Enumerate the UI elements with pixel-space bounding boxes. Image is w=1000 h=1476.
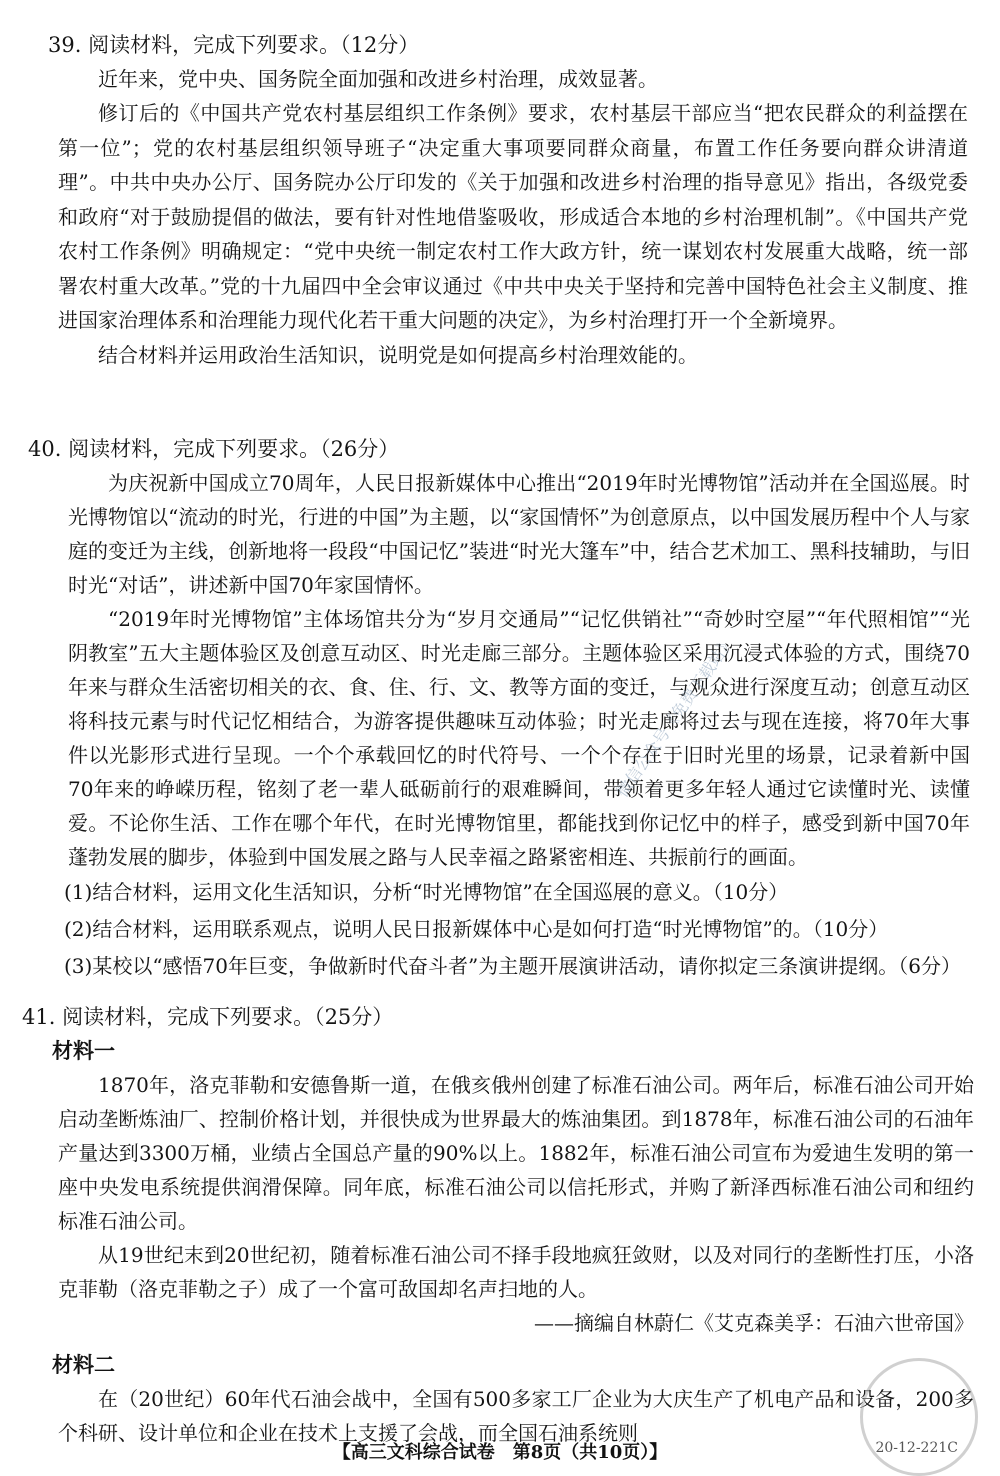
question-39-heading: 39. 阅读材料，完成下列要求。（12分） xyxy=(48,33,420,57)
question-40-paragraph-1: 为庆祝新中国成立70周年，人民日报新媒体中心推出“2019年时光博物馆”活动并在全国巡展。时光博物馆以“流动的时光，行进的中国”为主题，以“家国情怀”为创意原点，以中国发展历程中个人与家庭的变迁为主线，创新地将一段段“中国记忆”装进“时光大篷车”中，结合艺术加工、黑科技辅助，与旧时光“对话”，讲述新中国70年家国情怀。 xyxy=(68,471,970,597)
question-40 xyxy=(0,432,1000,985)
material-2-title: 材料二 xyxy=(52,1352,115,1377)
question-40-paragraph-2: “2019年时光博物馆”主体场馆共分为“岁月交通局”“记忆供销社”“奇妙时空屋”“年代照相馆”“光阴教室”五大主题体验区及创意互动区、时光走廊三部分。主题体验区采用沉浸式体验的方式，围绕70年来与群众生活密切相关的衣、食、住、行、文、教等方面的变迁，与观众进行深度互动；创意互动区将科技元素与时代记忆相结合，为游客提供趣味互动体验；时光走廊将过去与现在连接，将70年大事件以光影形式进行呈现。一个个承载回忆的时代符号、一个个存在于旧时光里的场景，记录着新中国70年来的峥嵘历程，铭刻了老一辈人砥砺前行的艰难瞬间，带领着更多年轻人通过它读懂时光、读懂爱。不论你生活、工作在哪个年代，在时光博物馆里，都能找到你记忆中的样子，感受到新中国70年蓬勃发展的脚步，体验到中国发展之路与人民幸福之路紧密相连、共振前行的画面。 xyxy=(68,607,970,869)
material-1-paragraph-1: 1870年，洛克菲勒和安德鲁斯一道，在俄亥俄州创建了标准石油公司。两年后，标准石油公司开始启动垄断炼油厂、控制价格计划，并很快成为世界最大的炼油集团。到1878年，标准石油公司的石油年产量达到3300万桶，业绩占全国总产量的90%以上。1882年，标准石油公司宣布为爱迪生发明的第一座中央发电系统提供润滑保障。同年底，标准石油公司以信托形式，并购了新泽西标准石油公司和纽约标准石油公司。 xyxy=(58,1073,974,1233)
material-1-title: 材料一 xyxy=(52,1038,115,1063)
question-39-paragraph-2: 修订后的《中国共产党农村基层组织工作条例》要求，农村基层干部应当“把农民群众的利益摆在第一位”；党的农村基层组织领导班子“决定重大事项要同群众商量，布置工作任务要向群众讲清道理”。中共中央办公厅、国务院办公厅印发的《关于加强和改进乡村治理的指导意见》指出，各级党委和政府“对于鼓励提倡的做法，要有针对性地借鉴吸收，形成适合本地的乡村治理机制”。《中国共产党农村工作条例》明确规定：“党中央统一制定农村工作大政方针，统一谋划农村发展重大战略，统一部署农村重大改革。”党的十九届四中全会审议通过《中共中央关于坚持和完善中国特色社会主义制度、推进国家治理体系和治理能力现代化若干重大问题的决定》，为乡村治理打开一个全新境界。 xyxy=(58,101,968,332)
question-39-paragraph-1: 近年来，党中央、国务院全面加强和改进乡村治理，成效显著。 xyxy=(98,67,658,91)
watermark-text: 微信公众号《免费下载站》 xyxy=(612,632,739,801)
question-40-subquestion-1: (1)结合材料，运用文化生活知识，分析“时光博物馆”在全国巡展的意义。（10分） xyxy=(64,880,789,904)
page-footer: 【高三文科综合试卷 第8页（共10页）】 xyxy=(332,1442,668,1463)
question-40-heading: 40. 阅读材料，完成下列要求。（26分） xyxy=(28,437,400,461)
question-41 xyxy=(0,1000,1000,1450)
question-41-heading: 41. 阅读材料，完成下列要求。（25分） xyxy=(22,1005,394,1029)
paper-code: 20-12-221C xyxy=(875,1440,958,1456)
question-39 xyxy=(0,28,1000,372)
material-1-source: ——摘编自林蔚仁《艾克森美孚：石油六世帝国》 xyxy=(534,1311,974,1335)
question-40-subquestion-3: (3)某校以“感悟70年巨变，争做新时代奋斗者”为主题开展演讲活动，请你拟定三条演讲提纲。（6分） xyxy=(64,954,961,978)
question-40-subquestion-2: (2)结合材料，运用联系观点，说明人民日报新媒体中心是如何打造“时光博物馆”的。（10分） xyxy=(64,917,889,941)
material-2-paragraph-1: 在（20世纪）60年代石油会战中，全国有500多家工厂企业为大庆生产了机电产品和设备，200多个科研、设计单位和企业在技术上支援了会战，而全国石油系统则 xyxy=(58,1387,974,1445)
material-1-paragraph-2: 从19世纪末到20世纪初，随着标准石油公司不择手段地疯狂敛财，以及对同行的垄断性打压，小洛克菲勒（洛克菲勒之子）成了一个富可敌国却名声扫地的人。 xyxy=(58,1243,974,1301)
question-39-prompt: 结合材料并运用政治生活知识，说明党是如何提高乡村治理效能的。 xyxy=(98,342,698,367)
